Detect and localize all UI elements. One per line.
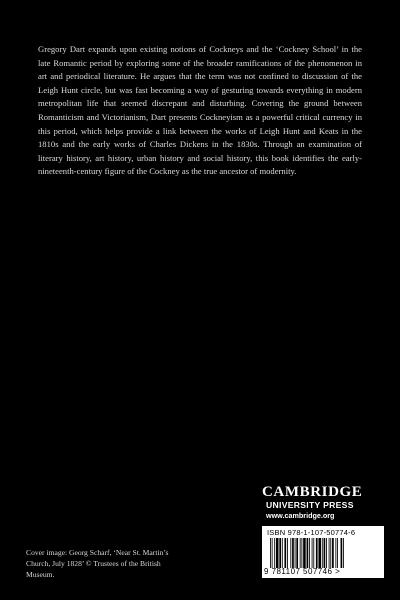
publisher-name: CAMBRIDGE (262, 484, 363, 500)
publisher-logo (262, 485, 382, 521)
back-cover-blurb: Gregory Dart expands upon existing notions of Cockneys and the ‘Cockney School’ in the late Romantic period by exploring some of the broader ramifications of the phenomenon in art and periodical literature. He argues that the term was not confined to discussion of the Leigh Hunt circle, but was fast becoming a way of gesturing towards everything in modern metropolitan life that seemed discrepant and disturbing. Covering the ground between Romanticism and Victorianism, Dart presents Cockneyism as a powerful critical currency in this period, which helps provide a link between the works of Leigh Hunt and Keats in the 1810s and the early works of Charles Dickens in the 1830s. Through an examination of literary history, art history, urban history and social history, this book identifies the early-nineteenth-century figure of the Cockney as the true ancestor of modernity. (38, 44, 362, 177)
cover-image-credit: Cover image: Georg Scharf, ‘Near St. Martin’s Church, July 1828’ © Trustees of the British Museum. (26, 548, 169, 579)
isbn-barcode-panel (262, 526, 384, 578)
isbn-label: ISBN 978-1-107-50774-6 (267, 528, 356, 537)
barcode-icon (270, 538, 376, 568)
publisher-url: www.cambridge.org (266, 511, 335, 520)
publisher-subtitle: UNIVERSITY PRESS (266, 500, 354, 510)
barcode-digits: 9 781107 507746 > (264, 567, 341, 576)
